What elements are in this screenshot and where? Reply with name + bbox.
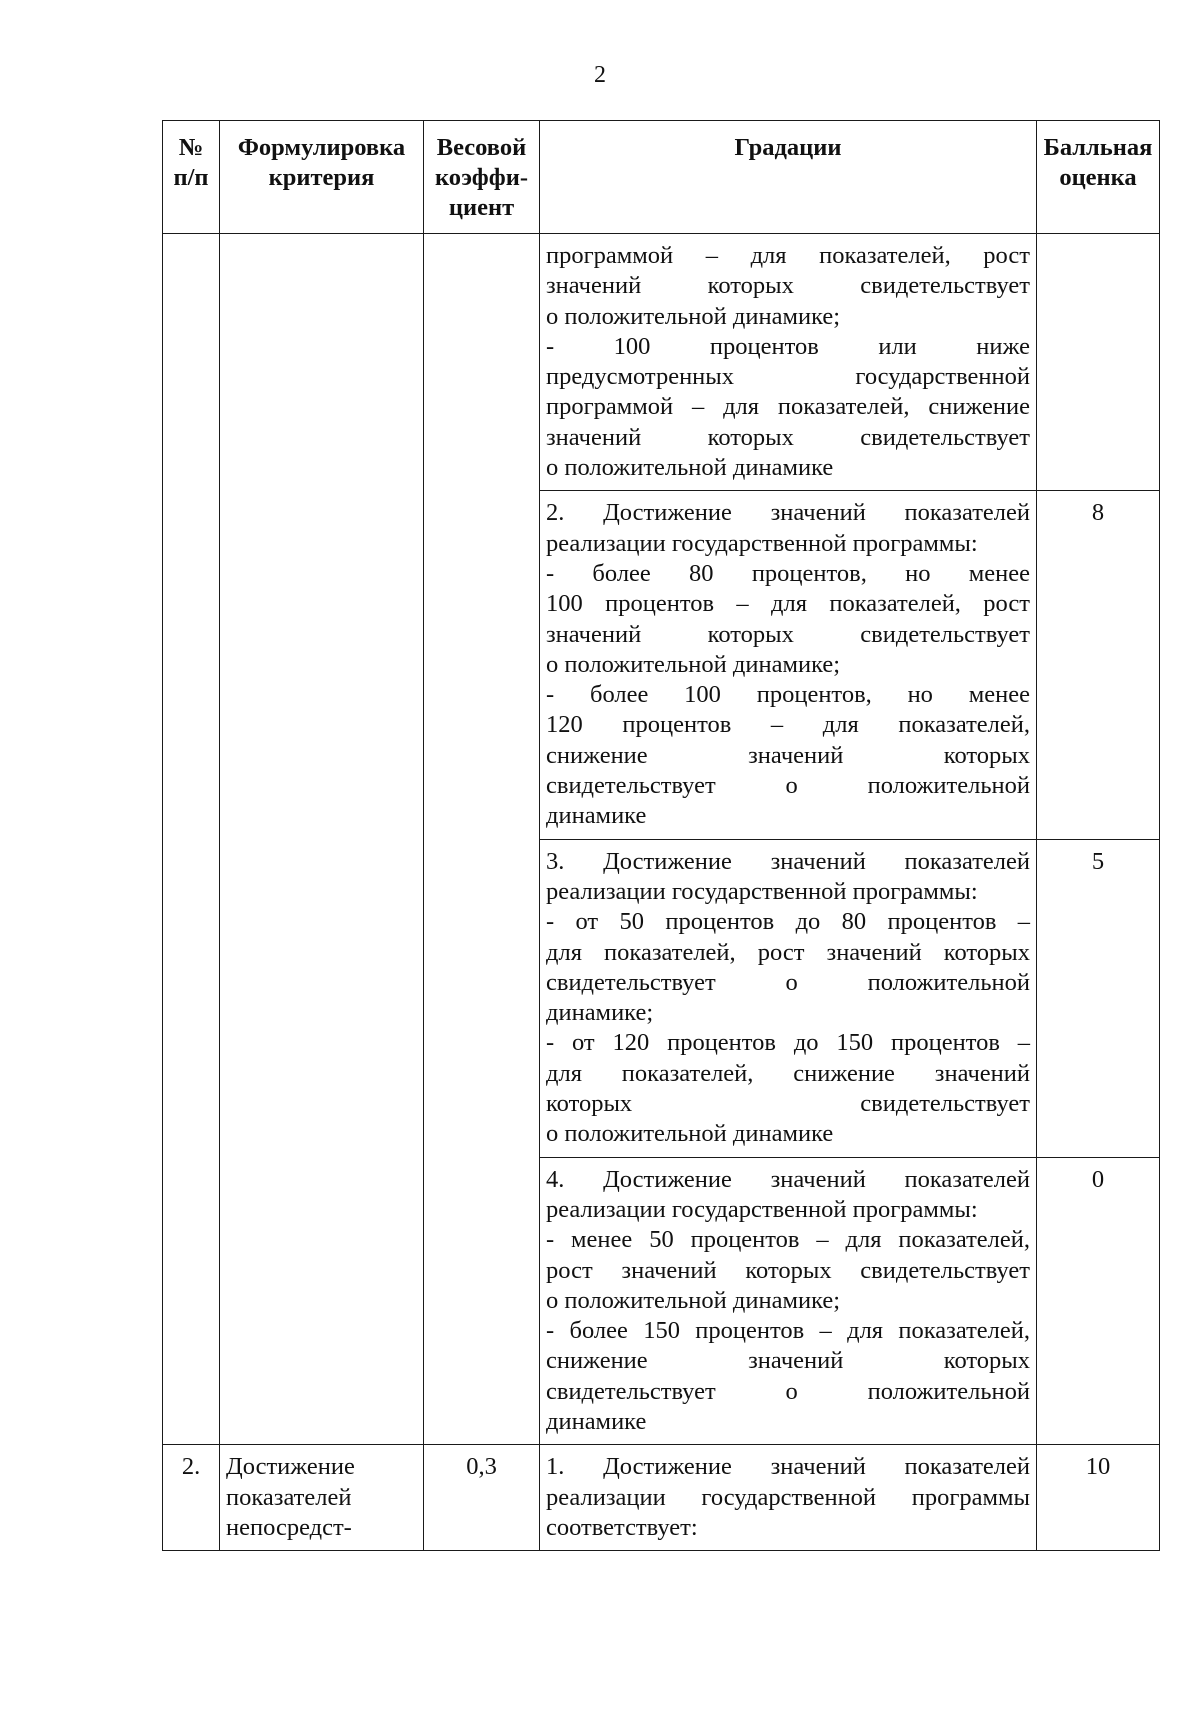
- weight-cell: 0,3: [424, 1445, 540, 1551]
- gradation-line: значений которых свидетельствует: [546, 620, 1030, 648]
- score-cell: 0: [1037, 1157, 1160, 1445]
- gradation-line: снижение значений которых: [546, 1347, 1030, 1375]
- gradation-line: реализации государственной программы:: [546, 1195, 978, 1223]
- header-score-line: оценка: [1059, 164, 1137, 191]
- gradation-cell: [540, 1157, 1037, 1445]
- header-score-line: Балльная: [1043, 134, 1153, 161]
- gradation-line: о положительной динамике: [546, 454, 834, 482]
- score-cell: 8: [1037, 491, 1160, 839]
- criterion-line: непосредст-: [226, 1513, 352, 1541]
- gradation-line: 120 процентов – для показателей,: [546, 711, 1030, 739]
- header-criterion: [220, 121, 424, 234]
- criterion-cell: [220, 234, 424, 1445]
- criteria-table: [162, 120, 1160, 1551]
- header-num-line: №: [178, 134, 204, 161]
- gradation-line: - от 120 процентов до 150 процентов –: [546, 1029, 1030, 1057]
- header-weight-line: коэффи-: [435, 164, 528, 191]
- gradation-line: - менее 50 процентов – для показателей,: [546, 1226, 1030, 1254]
- gradation-line: 1. Достижение значений показателей: [546, 1453, 1030, 1481]
- gradation-line: 3. Достижение значений показателей: [546, 847, 1030, 875]
- gradation-line: значений которых свидетельствует: [546, 272, 1030, 300]
- row-number-cell: 2.: [163, 1445, 220, 1551]
- header-num: [163, 121, 220, 234]
- header-criterion-line: Формулировка: [237, 134, 406, 161]
- gradation-line: - от 50 процентов до 80 процентов –: [546, 908, 1030, 936]
- gradation-line: предусмотренных государственной: [546, 363, 1030, 391]
- header-gradations: [540, 121, 1037, 234]
- table-row: [163, 234, 1160, 491]
- gradation-line: 2. Достижение значений показателей: [546, 499, 1030, 527]
- gradation-cell: [540, 234, 1037, 491]
- gradation-cell: [540, 491, 1037, 839]
- gradation-line: для показателей, снижение значений: [546, 1059, 1030, 1087]
- header-gradations-line: Градации: [734, 134, 842, 161]
- score-cell: [1037, 234, 1160, 491]
- gradation-line: реализации государственной программы:: [546, 529, 978, 557]
- weight-cell: [424, 234, 540, 1445]
- gradation-line: реализации государственной программы: [546, 1483, 1030, 1511]
- gradation-line: о положительной динамике;: [546, 302, 841, 330]
- criterion-line: показателей: [226, 1483, 352, 1511]
- gradation-line: свидетельствует о положительной: [546, 968, 1030, 996]
- score-cell: 10: [1037, 1445, 1160, 1551]
- gradation-line: 4. Достижение значений показателей: [546, 1165, 1030, 1193]
- gradation-line: свидетельствует о положительной: [546, 772, 1030, 800]
- gradation-line: свидетельствует о положительной: [546, 1377, 1030, 1405]
- gradation-line: снижение значений которых: [546, 741, 1030, 769]
- gradation-line: - 100 процентов или ниже: [546, 332, 1030, 360]
- header-weight-line: Весовой: [436, 134, 527, 161]
- header-num-line: п/п: [173, 164, 209, 191]
- table-header-row: [163, 121, 1160, 234]
- gradation-line: динамике: [546, 802, 647, 830]
- header-weight: [424, 121, 540, 234]
- row-number-cell: [163, 234, 220, 1445]
- gradation-line: программой – для показателей, рост: [546, 242, 1030, 269]
- gradation-line: динамике;: [546, 999, 654, 1027]
- gradation-cell: [540, 839, 1037, 1157]
- gradation-line: 100 процентов – для показателей, рост: [546, 590, 1030, 618]
- gradation-line: - более 100 процентов, но менее: [546, 681, 1030, 709]
- gradation-cell: [540, 1445, 1037, 1551]
- gradation-line: рост значений которых свидетельствует: [546, 1256, 1030, 1284]
- gradation-line: реализации государственной программы:: [546, 877, 978, 905]
- table-row: [163, 1445, 1160, 1551]
- page-number: 2: [594, 62, 606, 88]
- gradation-line: о положительной динамике: [546, 1120, 834, 1148]
- score-cell: 5: [1037, 839, 1160, 1157]
- gradation-line: динамике: [546, 1407, 647, 1435]
- gradation-line: которых свидетельствует: [546, 1090, 1030, 1118]
- gradation-line: программой – для показателей, снижение: [546, 393, 1030, 421]
- header-score: [1037, 121, 1160, 234]
- gradation-line: о положительной динамике;: [546, 1286, 841, 1314]
- gradation-line: о положительной динамике;: [546, 650, 841, 678]
- header-weight-line: циент: [448, 194, 515, 221]
- header-criterion-line: критерия: [268, 164, 375, 191]
- gradation-line: соответствует:: [546, 1513, 698, 1541]
- gradation-line: для показателей, рост значений которых: [546, 938, 1030, 966]
- gradation-line: значений которых свидетельствует: [546, 423, 1030, 451]
- gradation-line: - более 80 процентов, но менее: [546, 559, 1030, 587]
- criterion-line: Достижение: [226, 1453, 355, 1481]
- gradation-line: - более 150 процентов – для показателей,: [546, 1317, 1030, 1345]
- criterion-cell: [220, 1445, 424, 1551]
